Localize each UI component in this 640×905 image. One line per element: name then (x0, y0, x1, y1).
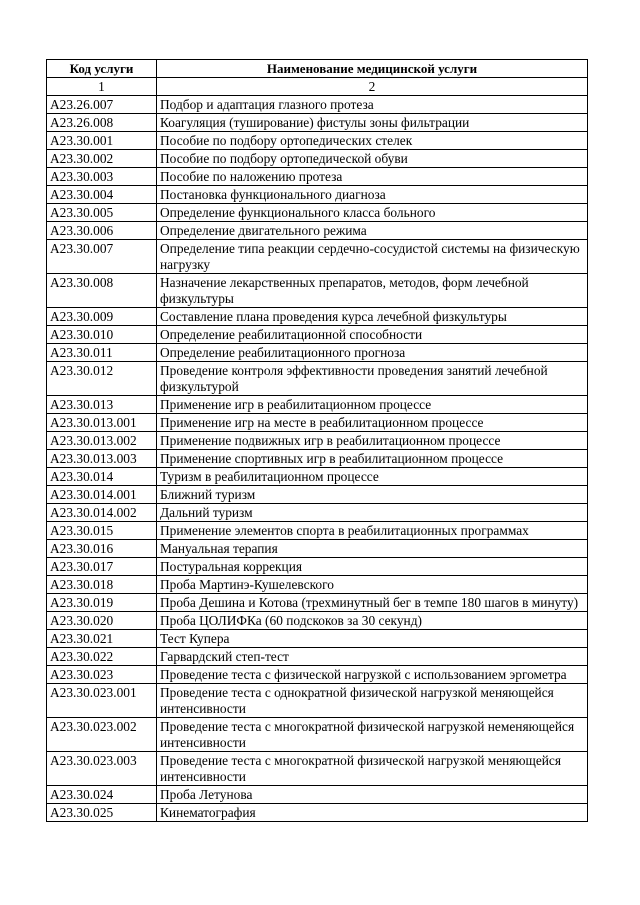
service-code-cell: A23.30.004 (47, 186, 157, 204)
service-name-cell: Применение игр на месте в реабилитационном процессе (157, 414, 588, 432)
service-code-cell: A23.30.022 (47, 648, 157, 666)
service-name-cell: Проведение теста с однократной физической нагрузкой меняющейся интенсивности (157, 684, 588, 718)
service-name-cell: Проведение контроля эффективности проведения занятий лечебной физкультурой (157, 362, 588, 396)
service-code-cell: A23.30.009 (47, 308, 157, 326)
service-name-cell: Кинематография (157, 804, 588, 822)
service-code-cell: A23.30.013 (47, 396, 157, 414)
service-name-cell: Определение реабилитационного прогноза (157, 344, 588, 362)
service-code-cell: A23.30.019 (47, 594, 157, 612)
service-name-cell: Гарвардский степ-тест (157, 648, 588, 666)
column-number-row (47, 78, 588, 96)
table-header (47, 60, 588, 96)
table-row (47, 150, 588, 168)
service-code-cell: A23.30.010 (47, 326, 157, 344)
service-code-cell: A23.30.007 (47, 240, 157, 274)
service-code-cell: A23.30.003 (47, 168, 157, 186)
service-name-cell: Проба ЦОЛИФКа (60 подскоков за 30 секунд) (157, 612, 588, 630)
table-row (47, 486, 588, 504)
service-name-cell: Мануальная терапия (157, 540, 588, 558)
service-name-cell: Подбор и адаптация глазного протеза (157, 96, 588, 114)
service-name-cell: Проба Летунова (157, 786, 588, 804)
service-code-cell: A23.30.015 (47, 522, 157, 540)
table-row (47, 308, 588, 326)
table-row (47, 786, 588, 804)
column-number-2: 2 (157, 78, 588, 96)
table-body (47, 96, 588, 822)
medical-services-table (46, 59, 588, 822)
table-row (47, 540, 588, 558)
service-name-cell: Ближний туризм (157, 486, 588, 504)
service-code-cell: A23.30.023.002 (47, 718, 157, 752)
service-name-cell: Определение двигательного режима (157, 222, 588, 240)
service-name-cell: Пособие по наложению протеза (157, 168, 588, 186)
service-code-cell: A23.30.016 (47, 540, 157, 558)
service-code-cell: A23.30.023.003 (47, 752, 157, 786)
table-row (47, 594, 588, 612)
table-row (47, 222, 588, 240)
service-name-cell: Постановка функционального диагноза (157, 186, 588, 204)
table-row (47, 648, 588, 666)
service-name-cell: Применение спортивных игр в реабилитационном процессе (157, 450, 588, 468)
service-code-cell: A23.30.014.002 (47, 504, 157, 522)
table-row (47, 204, 588, 222)
service-code-cell: A23.30.008 (47, 274, 157, 308)
service-code-cell: A23.30.017 (47, 558, 157, 576)
service-name-cell: Назначение лекарственных препаратов, методов, форм лечебной физкультуры (157, 274, 588, 308)
table-row (47, 414, 588, 432)
service-name-cell: Определение функционального класса больного (157, 204, 588, 222)
table-row (47, 396, 588, 414)
header-code: Код услуги (47, 60, 157, 78)
table-row (47, 630, 588, 648)
table-row (47, 344, 588, 362)
table-row (47, 132, 588, 150)
column-number-1: 1 (47, 78, 157, 96)
service-code-cell: A23.30.005 (47, 204, 157, 222)
service-code-cell: A23.26.007 (47, 96, 157, 114)
service-name-cell: Определение типа реакции сердечно-сосудистой системы на физическую нагрузку (157, 240, 588, 274)
service-code-cell: A23.30.025 (47, 804, 157, 822)
table-row (47, 804, 588, 822)
service-code-cell: A23.30.023 (47, 666, 157, 684)
table-row (47, 752, 588, 786)
header-row (47, 60, 588, 78)
table-row (47, 450, 588, 468)
service-code-cell: A23.30.018 (47, 576, 157, 594)
service-name-cell: Коагуляция (туширование) фистулы зоны фильтрации (157, 114, 588, 132)
service-code-cell: A23.30.014.001 (47, 486, 157, 504)
service-code-cell: A23.30.013.002 (47, 432, 157, 450)
table-row (47, 468, 588, 486)
service-code-cell: A23.30.013.003 (47, 450, 157, 468)
service-name-cell: Туризм в реабилитационном процессе (157, 468, 588, 486)
service-code-cell: A23.30.024 (47, 786, 157, 804)
service-code-cell: A23.30.011 (47, 344, 157, 362)
service-name-cell: Применение игр в реабилитационном процессе (157, 396, 588, 414)
service-code-cell: A23.30.020 (47, 612, 157, 630)
service-name-cell: Проба Дешина и Котова (трехминутный бег в темпе 180 шагов в минуту) (157, 594, 588, 612)
table-row (47, 168, 588, 186)
service-code-cell: A23.30.002 (47, 150, 157, 168)
service-name-cell: Проба Мартинэ-Кушелевского (157, 576, 588, 594)
service-name-cell: Проведение теста с физической нагрузкой с использованием эргометра (157, 666, 588, 684)
table-row (47, 522, 588, 540)
service-name-cell: Применение элементов спорта в реабилитационных программах (157, 522, 588, 540)
table-row (47, 684, 588, 718)
table-row (47, 274, 588, 308)
table-row (47, 114, 588, 132)
service-code-cell: A23.30.012 (47, 362, 157, 396)
service-name-cell: Проведение теста с многократной физической нагрузкой неменяющейся интенсивности (157, 718, 588, 752)
table-row (47, 432, 588, 450)
service-name-cell: Тест Купера (157, 630, 588, 648)
service-code-cell: A23.30.013.001 (47, 414, 157, 432)
service-name-cell: Определение реабилитационной способности (157, 326, 588, 344)
table-row (47, 558, 588, 576)
table-row (47, 612, 588, 630)
table-row (47, 186, 588, 204)
table-row (47, 666, 588, 684)
header-service-name: Наименование медицинской услуги (157, 60, 588, 78)
service-name-cell: Пособие по подбору ортопедической обуви (157, 150, 588, 168)
service-code-cell: A23.30.001 (47, 132, 157, 150)
service-name-cell: Постуральная коррекция (157, 558, 588, 576)
table-row (47, 362, 588, 396)
service-code-cell: A23.30.023.001 (47, 684, 157, 718)
table-row (47, 504, 588, 522)
service-name-cell: Пособие по подбору ортопедических стелек (157, 132, 588, 150)
table-row (47, 326, 588, 344)
service-code-cell: A23.30.021 (47, 630, 157, 648)
service-code-cell: A23.26.008 (47, 114, 157, 132)
service-code-cell: A23.30.014 (47, 468, 157, 486)
service-name-cell: Проведение теста с многократной физической нагрузкой меняющейся интенсивности (157, 752, 588, 786)
service-name-cell: Составление плана проведения курса лечебной физкультуры (157, 308, 588, 326)
table-row (47, 718, 588, 752)
service-name-cell: Дальний туризм (157, 504, 588, 522)
service-code-cell: A23.30.006 (47, 222, 157, 240)
service-name-cell: Применение подвижных игр в реабилитационном процессе (157, 432, 588, 450)
table-row (47, 96, 588, 114)
table-row (47, 240, 588, 274)
table-row (47, 576, 588, 594)
